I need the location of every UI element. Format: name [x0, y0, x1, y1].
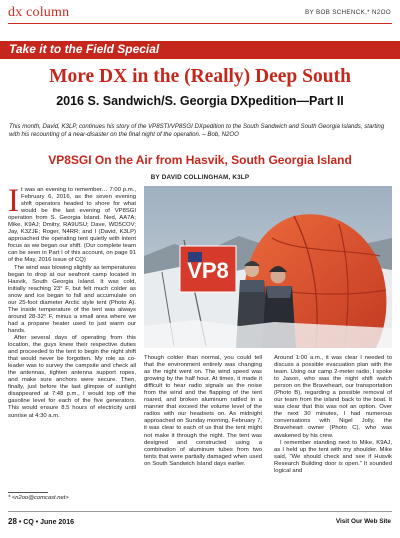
body-paragraph: The wind was blowing slightly as temperatures began to drop at our seafront camp located in Hasvik, South Georgia Island. It was cold, initially reaching 23° F, but felt much colder as snow and ice began to fall and accumulate on our 25-foot diameter Arctic style tent (Photo A). The inside temperature of the tent was always around 28-32° F, minus a small area where we had a propane heater used to just warm our hands.: [8, 264, 136, 334]
body-paragraph: t was an evening to remember… 7:00 p.m., February 6, 2016, as the seven evening shift operators headed to shore for what would be the last evening of VP8SGI operation from S. Georgia Island. Ned, AA7A; Mike, K9AJ; Dmitry, RA9USU; Dave, WD5COV; Jay, K3ZJE; Roger, N4RR; and I (David, K3LP) approached the operating tent quietly with intent focus as we began our shift. (Our complete team can be seen in Part I of this account, on page 91 of the May, 2016 issue of CQ): [8, 187, 136, 264]
column-byline: BY BOB SCHENCK,* N2OO: [305, 9, 391, 16]
body-column-2: [144, 355, 262, 508]
magazine-name: CQ: [23, 519, 34, 526]
article-author: BY DAVID COLLINGHAM, K3LP: [150, 174, 250, 181]
special-banner: [0, 41, 400, 59]
section-label: dx column: [8, 5, 70, 20]
flag-text: VP8: [187, 258, 229, 283]
footer-separator: •: [35, 519, 39, 526]
body-column-1: [8, 187, 136, 490]
article-title: VP8SGI On the Air from Hasvik, South Georgia Island: [48, 153, 352, 167]
main-title: More DX in the (Really) Deep South: [49, 66, 351, 87]
body-paragraph: Though colder than normal, you could tell that the environment entirely was changing as the night went on. The wind speed was growing by the half hour. At times, it made it difficult to hear radio signals as the noise from the wind and the flapping of the tent roared, and broken aluminum rattled in a manner that exceed the volume level of the radios with our headsets on. As midnight approached on Sunday morning, February 7, it was clear to each of us that the tent might not make it through the night. The tent was designed and constructed using a combination of aluminum tubes from two tents that were partially damaged when used on South Sandwich Island days earlier.: [144, 355, 262, 467]
header-divider: [8, 23, 392, 24]
column-header: [0, 0, 400, 36]
body-paragraph: I remember standing next to Mike, K9AJ, as I held up the tent with my shoulder. Mike said, “We should check and see if Husvik Research Building door is open.” It sounded logical and: [274, 439, 392, 474]
body-column-3: [274, 355, 392, 508]
issue-date: June 2016: [40, 519, 74, 526]
footnote-divider: [8, 492, 48, 493]
body-paragraph: After several days of operating from this location, the guys knew their respective duties and proceeded to the tent to begin the night shift that would never be forgotten. My role as co-leader was to survey the campsite and check all the antennas, tighten antenna support ropes, and make sure anchors were secure. Then, finally, just before the last glimpse of sunlight disappeared at 7:48 p.m., I would top off the gasoline level for each of the five generators. This would ensure 8.5 hours of electricity until sunrise at 4:30 a.m.: [8, 334, 136, 419]
page-footer-left: [8, 517, 74, 526]
banner-text: Take it to the Field Special: [9, 42, 160, 56]
body-paragraph: Around 1:00 a.m., it was clear I needed to discuss a possible evacuation plan with the team. Using our camp 2-meter radio, I spoke to Jason, who was the night shift watch person on the Braveheart, our transportation (Photo B), regarding a possible removal of our team from the island back to the boat. It was clear that this was not an option. Over the next 30 minutes, I had numerous conversations with Nigel Jolly, the Braveheart owner (Photo C), who was awakened by his crew.: [274, 355, 392, 439]
author-email-footnote: * <n2oo@comcast.net>: [8, 495, 69, 501]
intro-paragraph: This month, David, K3LP, continues his story of the VP8STI/VP8SGI DXpedition to the South Sandwich and South Georgia Islands, starting with his recounting of a near-disaster on the final night of the operation. – Bob, N2OO: [9, 123, 385, 138]
expedition-photo: [144, 186, 392, 348]
footer-separator: •: [18, 519, 22, 526]
footer-divider: [8, 511, 392, 512]
page-number: 28: [8, 517, 17, 526]
sub-title: 2016 S. Sandwich/S. Georgia DXpedition—Part II: [56, 94, 344, 108]
page-footer-right: Visit Our Web Site: [335, 518, 391, 525]
drop-cap: I: [8, 187, 19, 219]
photo-illustration: [144, 186, 392, 348]
